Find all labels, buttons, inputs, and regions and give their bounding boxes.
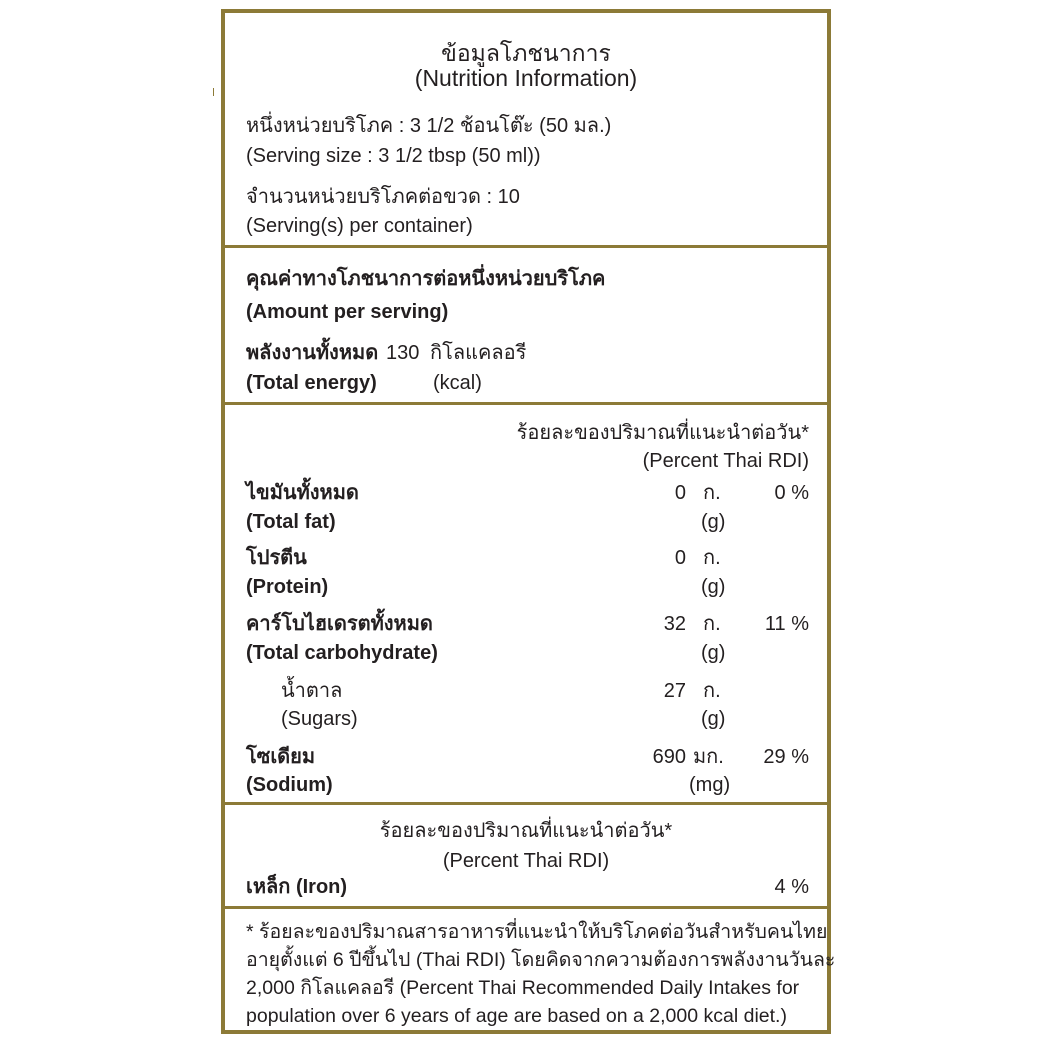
amount-heading-english: (Amount per serving) [246,301,449,323]
nutrient-name-english: (Sugars) [281,708,358,730]
nutrient-name-english: (Total fat) [246,511,336,533]
nutrient-amount: 27 [663,680,686,702]
rdi-header-thai: ร้อยละของปริมาณที่แนะนำต่อวัน* [516,422,809,444]
nutrient-amount: 690 [652,746,686,768]
iron-label: เหล็ก (Iron) [246,876,348,898]
nutrient-unit-english: (g) [701,708,726,730]
vitamins-rdi-header-english: (Percent Thai RDI) [442,850,610,872]
title-english: (Nutrition Information) [414,65,638,91]
footnote-line: 2,000 กิโลแคลอรี (Percent Thai Recommended Daily Intakes for [246,977,800,999]
nutrient-rdi: 29 % [763,746,809,768]
nutrient-amount: 0 [674,482,686,504]
nutrient-name-thai: โซเดียม [246,746,316,768]
nutrient-unit-thai: ก. [703,482,721,504]
footnote-line: อายุตั้งแต่ 6 ปีขึ้นไป (Thai RDI) โดยคิดจากความต้องการพลังงานวันละ [246,949,836,971]
serving-size-thai: หนึ่งหน่วยบริโภค : 3 1/2 ช้อนโต๊ะ (50 มล.) [246,115,612,137]
nutrient-name-thai: น้ำตาล [281,680,343,702]
energy-value: 130 [386,342,420,364]
nutrient-amount: 32 [663,613,686,635]
nutrient-name-english: (Total carbohydrate) [246,642,438,664]
nutrient-rdi: 11 % [764,613,809,635]
nutrient-name-thai: โปรตีน [246,547,307,569]
energy-unit-thai: กิโลแคลอรี [430,342,527,364]
energy-unit-english: (kcal) [433,372,482,394]
nutrients-section [225,405,827,802]
nutrient-unit-thai: ก. [703,680,721,702]
footnote-line: population over 6 years of age are based on a 2,000 kcal diet.) [246,1005,787,1027]
serving-size-english: (Serving size : 3 1/2 tbsp (50 ml)) [246,145,541,167]
nutrient-unit-thai: มก. [693,746,724,768]
energy-label-thai: พลังงานทั้งหมด [246,342,379,364]
servings-per-container-english: (Serving(s) per container) [246,215,473,237]
nutrient-name-english: (Sodium) [246,774,333,796]
nutrient-amount: 0 [674,547,686,569]
servings-per-container-thai: จำนวนหน่วยบริโภคต่อขวด : 10 [246,186,520,208]
amount-heading-thai: คุณค่าทางโภชนาการต่อหนึ่งหน่วยบริโภค [246,268,606,290]
amount-section [225,248,827,402]
iron-rdi: 4 % [774,876,809,898]
nutrient-name-thai: คาร์โบไฮเดรตทั้งหมด [246,613,433,635]
footnote-section [225,909,836,1030]
nutrient-unit-english: (mg) [689,774,731,796]
energy-label-english: (Total energy) [246,372,377,394]
rdi-header-english: (Percent Thai RDI) [642,450,809,472]
nutrient-unit-english: (g) [701,642,726,664]
footnote-line: * ร้อยละของปริมาณสารอาหารที่แนะนำให้บริโภคต่อวันสำหรับคนไทย [246,921,828,943]
title-thai: ข้อมูลโภชนาการ [441,40,611,66]
vitamins-section [225,805,827,906]
nutrient-unit-thai: ก. [703,547,721,569]
nutrient-name-english: (Protein) [246,576,329,598]
nutrient-unit-thai: ก. [703,613,721,635]
nutrient-rdi: 0 % [774,482,809,504]
header-section [225,13,827,245]
nutrient-unit-english: (g) [701,576,726,598]
nutrition-label [221,9,836,1034]
edge-mark [213,88,214,96]
nutrient-name-thai: ไขมันทั้งหมด [246,482,359,504]
nutrient-unit-english: (g) [701,511,726,533]
vitamins-rdi-header-thai: ร้อยละของปริมาณที่แนะนำต่อวัน* [379,820,673,842]
